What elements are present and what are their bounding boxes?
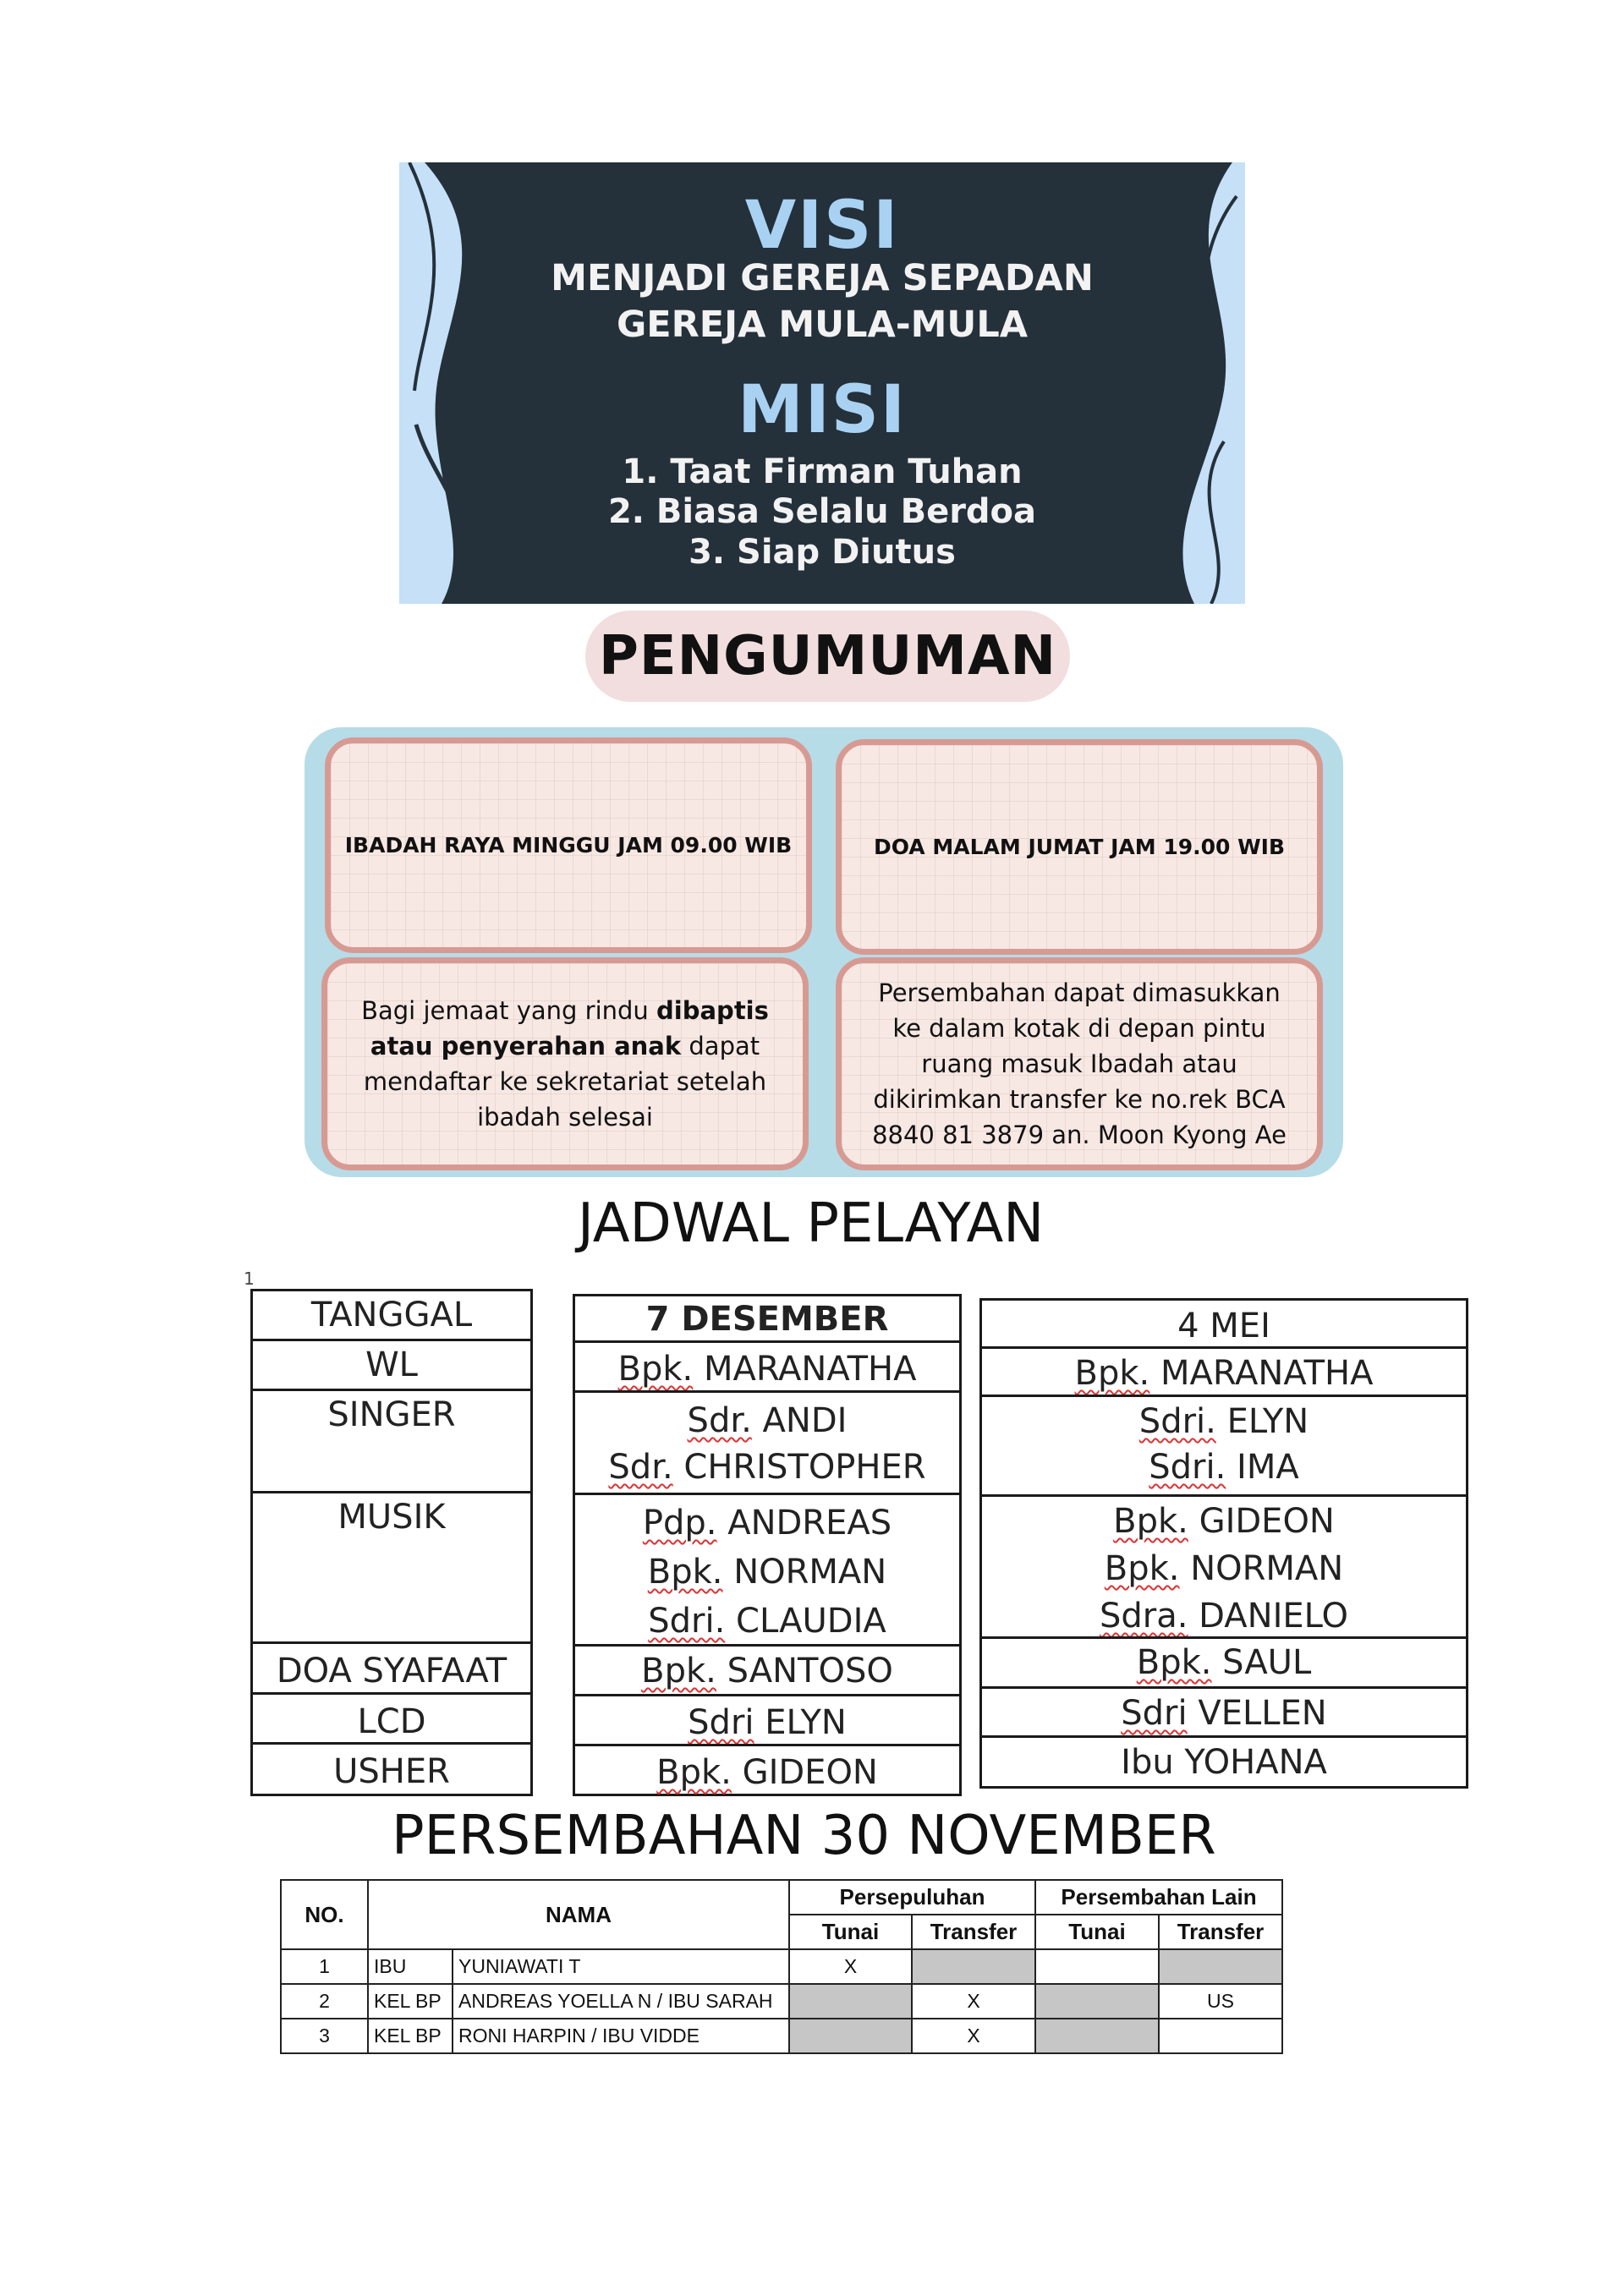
table-row xyxy=(281,1984,1282,2019)
col1-usher xyxy=(573,1744,962,1796)
label-singer-text: SINGER xyxy=(327,1395,456,1434)
col1-singer-1-name: ANDI xyxy=(751,1401,848,1440)
row-l-transfer xyxy=(1159,1949,1282,1984)
row-l-tunai xyxy=(1035,1984,1159,2019)
col1-musik-1 xyxy=(575,1504,959,1543)
header-no: NO. xyxy=(281,1880,368,1949)
header-l-tunai: Tunai xyxy=(1035,1915,1159,1949)
label-tanggal-text: TANGGAL xyxy=(310,1296,473,1334)
visi-line-2: GEREJA MULA-MULA xyxy=(616,304,1029,346)
header-persepuluhan: Persepuluhan xyxy=(789,1880,1035,1915)
col1-wl-name: MARANATHA xyxy=(693,1350,917,1389)
label-tanggal xyxy=(250,1289,533,1341)
col2-wl-title: Bpk. xyxy=(1074,1354,1150,1393)
row-no: 1 xyxy=(281,1949,368,1984)
col2-singer-2-title: Sdri. xyxy=(1149,1448,1226,1487)
row-title: KEL BP xyxy=(368,1984,453,2019)
col1-wl xyxy=(573,1340,962,1393)
col2-musik-3-title: Sdra. xyxy=(1100,1597,1188,1636)
header-p-transfer: Transfer xyxy=(912,1915,1035,1949)
row-l-transfer: US xyxy=(1159,1984,1282,2019)
col2-date-text: 4 MEI xyxy=(1177,1307,1270,1345)
col1-date-text: 7 DESEMBER xyxy=(645,1300,889,1339)
label-musik xyxy=(250,1491,533,1644)
pengumuman-title: PENGUMUMAN xyxy=(585,611,1070,702)
col1-musik-2-title: Bpk. xyxy=(647,1553,723,1592)
row-l-tunai xyxy=(1035,1949,1159,1984)
misi-item-3: 3. Siap Diutus xyxy=(689,533,956,572)
col2-singer-2 xyxy=(982,1448,1466,1487)
col2-wl-text xyxy=(982,1354,1466,1393)
row-p-transfer: X xyxy=(912,2019,1035,2053)
col2-usher xyxy=(979,1735,1468,1789)
col2-musik-2 xyxy=(982,1549,1466,1588)
col1-musik xyxy=(573,1493,962,1647)
col1-musik-3-title: Sdri. xyxy=(648,1602,726,1641)
col1-doa-name: SANTOSO xyxy=(716,1652,893,1690)
baptis-text-post: dapat mendaftar ke sekretariat setelah ibadah selesai xyxy=(363,1032,767,1132)
col2-doa-title: Bpk. xyxy=(1136,1643,1212,1682)
row-no: 3 xyxy=(281,2019,368,2053)
announcement-card-ibadah: IBADAH RAYA MINGGU JAM 09.00 WIB xyxy=(325,737,812,953)
table-row xyxy=(281,1949,1282,1984)
header-nama: NAMA xyxy=(368,1880,789,1949)
col1-musik-3-name: CLAUDIA xyxy=(725,1602,886,1641)
col2-musik-3-name: DANIELO xyxy=(1188,1597,1348,1636)
announcement-card-persembahan: Persembahan dapat dimasukkan ke dalam kotak di depan pintu ruang masuk Ibadah atau dikirimkan transfer ke no.rek BCA 8840 81 3879 an. Moon Kyong Ae xyxy=(836,957,1323,1170)
table-row xyxy=(281,2019,1282,2053)
col2-lcd-name: VELLEN xyxy=(1187,1694,1327,1733)
row-p-tunai xyxy=(789,2019,912,2053)
col2-musik-2-name: NORMAN xyxy=(1179,1549,1344,1588)
visi-line-1: MENJADI GEREJA SEPADAN xyxy=(551,257,1094,299)
row-title: KEL BP xyxy=(368,2019,453,2053)
col1-usher-title: Bpk. xyxy=(656,1753,732,1792)
col2-singer-1-name: ELYN xyxy=(1215,1402,1309,1441)
col1-musik-2-name: NORMAN xyxy=(722,1553,887,1592)
col1-singer-1 xyxy=(575,1401,959,1440)
jadwal-title: JADWAL PELAYAN xyxy=(578,1192,1045,1255)
label-usher-text: USHER xyxy=(333,1752,450,1791)
col1-lcd-title: Sdri xyxy=(688,1703,754,1742)
col2-lcd-text xyxy=(982,1694,1466,1733)
label-wl-text: WL xyxy=(365,1345,418,1384)
baptis-text-bold: dibaptis atau penyerahan anak xyxy=(370,996,769,1060)
col2-doa-name: SAUL xyxy=(1211,1643,1312,1682)
label-lcd-text: LCD xyxy=(357,1702,426,1741)
row-p-tunai: X xyxy=(789,1949,912,1984)
col1-date xyxy=(573,1294,962,1343)
announcement-card-doa: DOA MALAM JUMAT JAM 19.00 WIB xyxy=(836,739,1323,955)
col1-musik-1-title: Pdp. xyxy=(642,1504,717,1543)
col1-usher-name: GIDEON xyxy=(731,1753,878,1792)
row-name: ANDREAS YOELLA N / IBU SARAH xyxy=(453,1984,789,2019)
col2-wl-name: MARANATHA xyxy=(1149,1354,1374,1393)
col2-lcd xyxy=(979,1686,1468,1738)
col2-usher-text: Ibu YOHANA xyxy=(1121,1743,1327,1782)
col2-musik-1-name: GIDEON xyxy=(1188,1502,1335,1541)
label-lcd xyxy=(250,1692,533,1745)
col1-singer xyxy=(573,1390,962,1495)
col2-musik xyxy=(979,1494,1468,1639)
label-usher xyxy=(250,1742,533,1796)
misi-title: MISI xyxy=(738,372,907,448)
col1-lcd-name: ELYN xyxy=(754,1703,847,1742)
row-p-transfer xyxy=(912,1949,1035,1984)
header-persembahan-lain: Persembahan Lain xyxy=(1035,1880,1282,1915)
col1-wl-text xyxy=(575,1350,959,1389)
col1-singer-2 xyxy=(575,1448,959,1487)
col1-usher-text xyxy=(575,1753,959,1792)
row-p-transfer: X xyxy=(912,1984,1035,2019)
row-p-tunai xyxy=(789,1984,912,2019)
header-p-tunai: Tunai xyxy=(789,1915,912,1949)
col2-singer-1-title: Sdri. xyxy=(1138,1402,1216,1441)
row-title: IBU xyxy=(368,1949,453,1984)
label-musik-text: MUSIK xyxy=(337,1498,446,1537)
row-name: YUNIAWATI T xyxy=(453,1949,789,1984)
persembahan-title: PERSEMBAHAN 30 NOVEMBER xyxy=(392,1805,1216,1867)
col1-singer-2-title: Sdr. xyxy=(608,1448,673,1487)
misi-item-2: 2. Biasa Selalu Berdoa xyxy=(607,492,1037,531)
col2-lcd-title: Sdri xyxy=(1121,1694,1188,1733)
col2-singer-1 xyxy=(982,1402,1466,1441)
stray-mark: 1 xyxy=(244,1269,255,1289)
col1-lcd-text xyxy=(575,1703,959,1742)
header-l-transfer: Transfer xyxy=(1159,1915,1282,1949)
col2-singer-2-name: IMA xyxy=(1226,1448,1299,1487)
label-singer xyxy=(250,1389,533,1493)
row-l-transfer xyxy=(1159,2019,1282,2053)
col2-doa-text xyxy=(982,1643,1466,1682)
col1-singer-2-name: CHRISTOPHER xyxy=(672,1448,926,1487)
col2-doa xyxy=(979,1636,1468,1689)
col2-musik-2-title: Bpk. xyxy=(1104,1549,1180,1588)
col1-musik-2 xyxy=(575,1553,959,1592)
row-name: RONI HARPIN / IBU VIDDE xyxy=(453,2019,789,2053)
col1-doa-title: Bpk. xyxy=(641,1652,716,1690)
col2-musik-1 xyxy=(982,1502,1466,1541)
col1-doa-text xyxy=(575,1652,959,1690)
misi-item-1: 1. Taat Firman Tuhan xyxy=(622,452,1023,491)
label-doa xyxy=(250,1641,533,1695)
col1-musik-1-name: ANDREAS xyxy=(716,1504,892,1543)
persembahan-table xyxy=(280,1879,1283,2054)
col1-wl-title: Bpk. xyxy=(617,1350,694,1389)
col1-lcd xyxy=(573,1694,962,1746)
col1-doa xyxy=(573,1644,962,1696)
col2-date xyxy=(979,1298,1468,1349)
col1-musik-3 xyxy=(575,1602,959,1641)
row-no: 2 xyxy=(281,1984,368,2019)
row-l-tunai xyxy=(1035,2019,1159,2053)
baptis-text-pre: Bagi jemaat yang rindu xyxy=(361,996,657,1025)
visi-title: VISI xyxy=(744,188,900,264)
col2-musik-1-title: Bpk. xyxy=(1113,1502,1188,1541)
label-wl xyxy=(250,1339,533,1391)
col1-singer-1-title: Sdr. xyxy=(687,1401,752,1440)
col2-musik-3 xyxy=(982,1597,1466,1636)
label-doa-text: DOA SYAFAAT xyxy=(276,1652,508,1690)
col2-singer xyxy=(979,1395,1468,1497)
col2-wl xyxy=(979,1346,1468,1397)
